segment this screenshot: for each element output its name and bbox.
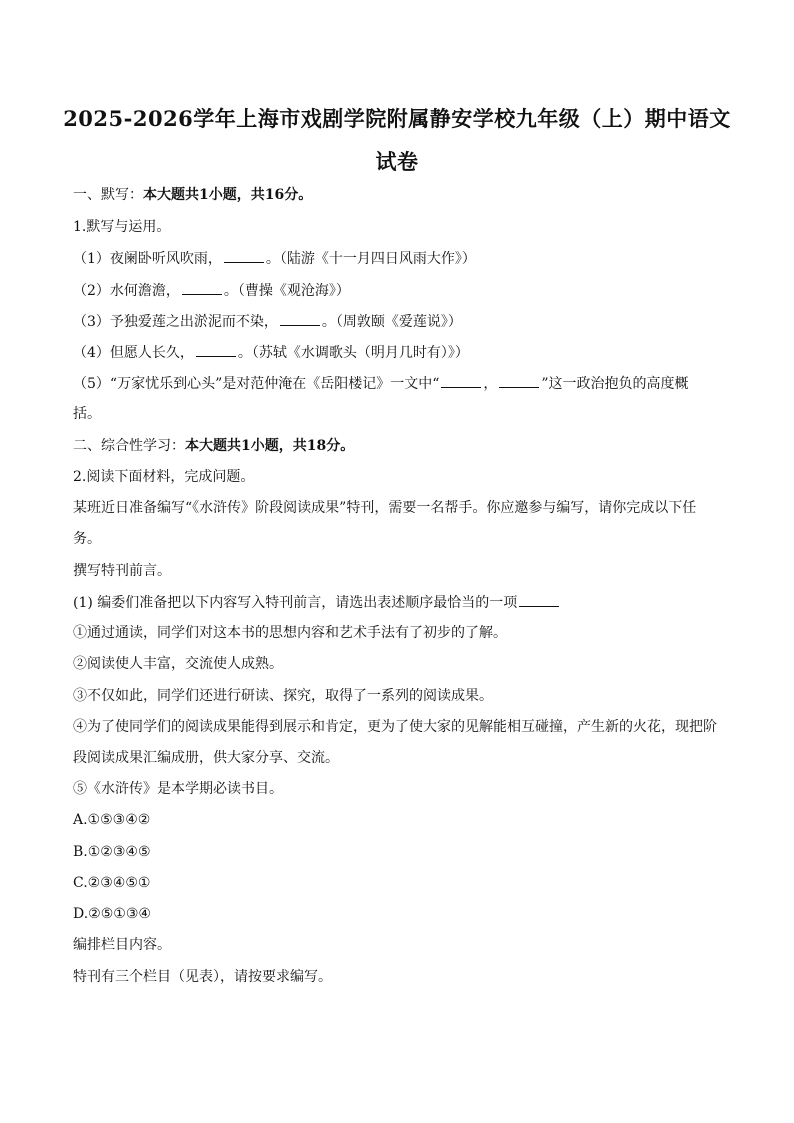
answer-blank <box>499 373 539 388</box>
q2-sentence-4-line1: ④为了使同学们的阅读成果能得到展示和肯定，更为了使大家的见解能相互碰撞，产生新的火花，现把阶 <box>73 719 717 735</box>
q1-item5-text: （5）“万家忧乐到心头”是对范仲淹在《岳阳楼记》一文中“ <box>73 376 440 392</box>
q2-stem: 2.阅读下面材料，完成问题。 <box>73 469 255 485</box>
section2-heading <box>73 436 354 456</box>
q1-item1 <box>73 248 476 269</box>
q1-item5-separator: ， <box>483 376 498 392</box>
q1-stem: 1.默写与运用。 <box>73 219 171 235</box>
q1-item3 <box>73 311 462 332</box>
answer-blank <box>519 592 559 607</box>
q2-task2-desc: 特刊有三个栏目（见表），请按要求编写。 <box>73 969 332 985</box>
q2-sub1-text: (1) 编委们准备把以下内容写入特刊前言，请选出表述顺序最恰当的一项 <box>73 595 518 611</box>
q2-option-d: D.②⑤①③④ <box>73 906 151 922</box>
q2-option-b: B.①②③④⑤ <box>73 844 151 860</box>
q1-item4-text: （4）但愿人长久， <box>73 345 194 361</box>
q1-item4-source: 。（苏轼《水调歌头（明月几时有）》） <box>237 345 469 361</box>
answer-blank <box>441 373 481 388</box>
q1-item2-source: 。（曹操《观沧海》） <box>223 283 350 299</box>
q1-item3-text: （3）予独爱莲之出淤泥而不染， <box>73 314 278 330</box>
q2-sentence-4-line2: 段阅读成果汇编成册，供大家分享、交流。 <box>73 750 339 766</box>
q2-sentence-3: ③不仅如此，同学们还进行研读、探究，取得了一系列的阅读成果。 <box>73 688 493 704</box>
answer-blank <box>224 248 264 263</box>
q2-option-a: A.①⑤③④② <box>73 812 151 828</box>
section1-heading <box>73 185 312 205</box>
q2-sentence-5: ⑤《水浒传》是本学期必读书目。 <box>73 781 283 797</box>
section1-prefix: 一、默写： <box>73 187 143 203</box>
q2-intro-line1: 某班近日准备编写“《水浒传》阶段阅读成果”特刊，需要一名帮手。你应邀参与编写，请你完成以下任 <box>73 500 697 516</box>
q1-item5 <box>73 373 689 394</box>
q1-item1-source: 。（陆游《十一月四日风雨大作》） <box>265 251 476 267</box>
document-title-line2: 试卷 <box>375 149 419 174</box>
q2-sentence-1: ①通过通读，同学们对这本书的思想内容和艺术手法有了初步的了解。 <box>73 625 507 641</box>
section2-desc: 本大题共1小题，共18分。 <box>185 438 355 454</box>
q2-intro-line2: 务。 <box>73 531 101 547</box>
section2-prefix: 二、综合性学习： <box>73 438 185 454</box>
answer-blank <box>280 311 320 326</box>
q2-option-c: C.②③④⑤① <box>73 875 151 891</box>
q1-item2-text: （2）水何澹澹， <box>73 283 180 299</box>
q1-item2 <box>73 280 350 301</box>
q1-item4 <box>73 342 469 363</box>
q2-sub1 <box>73 592 561 613</box>
section1-desc: 本大题共1小题，共16分。 <box>143 187 313 203</box>
q1-item3-source: 。（周敦颐《爱莲说》） <box>321 314 462 330</box>
q1-item5-text-end: ”这一政治抱负的高度概 <box>541 376 689 392</box>
answer-blank <box>182 280 222 295</box>
document-title-line1: 2025-2026学年上海市戏剧学院附属静安学校九年级（上）期中语文 <box>63 106 731 131</box>
q1-item5-cont: 括。 <box>73 406 101 422</box>
answer-blank <box>196 342 236 357</box>
q2-sentence-2: ②阅读使人丰富，交流使人成熟。 <box>73 656 283 672</box>
q1-item1-text: （1）夜阑卧听风吹雨， <box>73 251 222 267</box>
q2-task2: 编排栏目内容。 <box>73 937 171 953</box>
q2-task1: 撰写特刊前言。 <box>73 563 171 579</box>
